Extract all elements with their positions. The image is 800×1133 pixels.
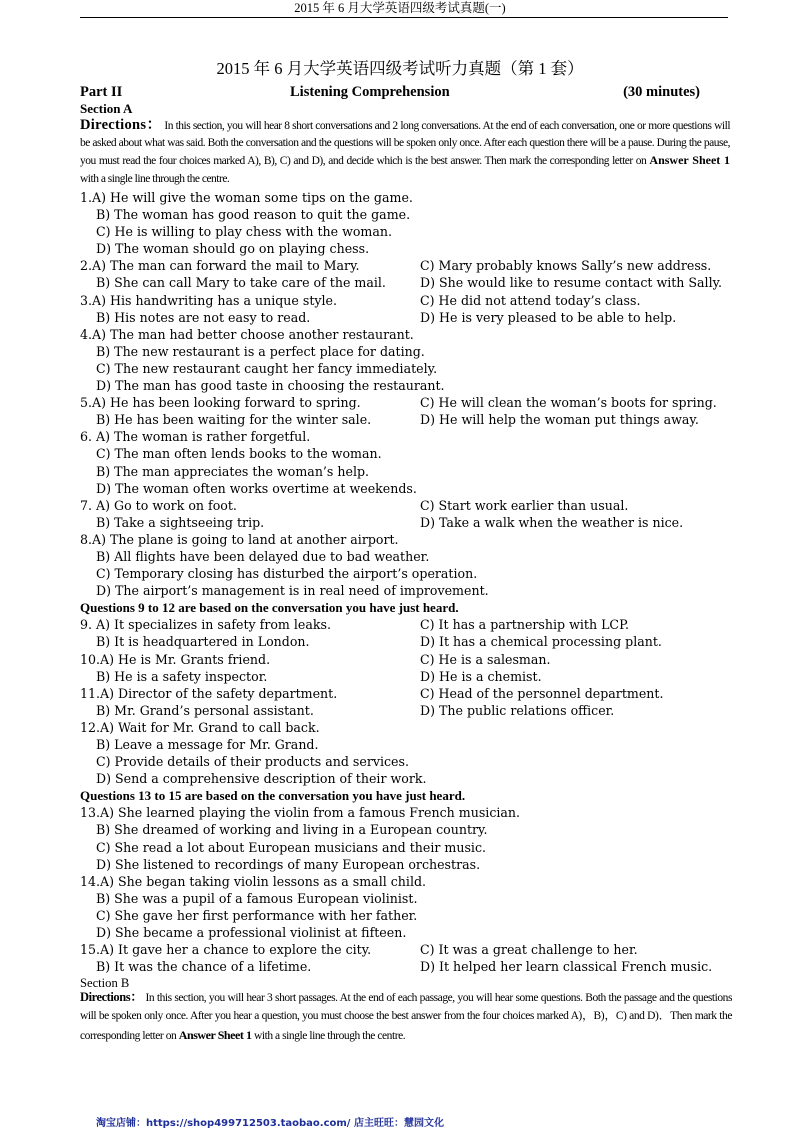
choice: D) She listened to recordings of many European orchestras.	[96, 856, 481, 872]
choice: 13.A) She learned playing the violin from a famous French musician.	[80, 805, 521, 821]
choice: B) Mr. Grand’s personal assistant.	[96, 702, 314, 718]
choice: 15.A) It gave her a chance to explore the city.	[80, 942, 372, 958]
footer-shop-info: 淘宝店铺：https://shop499712503.taobao.com/ 店主旺旺：慧园文化	[96, 1118, 444, 1129]
choice: 7. A) Go to work on foot.	[80, 497, 237, 513]
section-b-text: Section B	[80, 976, 130, 991]
choice: D) He is very pleased to be able to help.	[420, 309, 677, 325]
choice: C) He is willing to play chess with the woman.	[96, 224, 392, 240]
choice: D) Take a walk when the weather is nice.	[420, 514, 684, 530]
choice: 2.A) The man can forward the mail to Mary.	[80, 258, 360, 274]
choice: C) The man often lends books to the woman.	[96, 446, 382, 462]
choice: B) She was a pupil of a famous European violinist.	[96, 890, 418, 906]
choice: 1.A) He will give the woman some tips on the game.	[80, 190, 413, 205]
question-14	[80, 873, 740, 890]
part-heading	[80, 83, 700, 103]
question-1	[80, 189, 740, 206]
choice: 14.A) She began taking violin lessons as a small child.	[80, 873, 427, 889]
directions-text-end: with a single line through the centre.	[80, 172, 230, 185]
question-12	[80, 719, 740, 736]
directions-label: Directions：	[80, 990, 143, 1004]
choice: D) She would like to resume contact with Sally.	[420, 275, 723, 291]
section-a-directions	[80, 117, 730, 188]
choice: C) Head of the personnel department.	[420, 685, 664, 701]
choice: 11.A) Director of the safety department.	[80, 685, 338, 701]
part-number: Part II	[80, 84, 123, 100]
choice: B) Take a sightseeing trip.	[96, 514, 265, 530]
answer-sheet-ref: Answer Sheet 1	[178, 1027, 252, 1042]
choice: C) He is a salesman.	[420, 651, 551, 667]
question-15	[80, 941, 740, 958]
choice: D) The woman often works overtime at weekends.	[96, 480, 417, 496]
group-heading-text: Questions 9 to 12 are based on the conversation you have just heard.	[80, 600, 459, 616]
choice: B) The new restaurant is a perfect place for dating.	[96, 343, 425, 359]
header-rule	[80, 17, 728, 18]
choice: B) He has been waiting for the winter sale.	[96, 412, 372, 428]
directions-text-end: with a single line through the centre.	[251, 1029, 406, 1042]
question-group-heading	[80, 599, 740, 616]
choice: C) It has a partnership with LCP.	[420, 617, 629, 633]
choice: 12.A) Wait for Mr. Grand to call back.	[80, 719, 320, 735]
choice: C) He did not attend today’s class.	[420, 292, 641, 308]
question-3	[80, 292, 740, 309]
choice: 3.A) His handwriting has a unique style.	[80, 292, 337, 308]
choice: B) All flights have been delayed due to bad weather.	[96, 548, 430, 564]
choice: 5.A) He has been looking forward to spring.	[80, 395, 361, 411]
question-5	[80, 394, 740, 411]
section-a-label: Section A	[80, 101, 133, 116]
choice: C) The new restaurant caught her fancy immediately.	[96, 360, 438, 376]
choice: D) He is a chemist.	[420, 668, 542, 684]
choice: 8.A) The plane is going to land at another airport.	[80, 531, 399, 547]
choice: D) He will help the woman put things away.	[420, 412, 699, 428]
choice: C) She gave her first performance with her father.	[96, 907, 418, 923]
choice: 4.A) The man had better choose another restaurant.	[80, 326, 414, 342]
choice: C) It was a great challenge to her.	[420, 942, 638, 958]
choice: 9. A) It specializes in safety from leaks.	[80, 617, 331, 633]
choice: D) The public relations officer.	[420, 702, 615, 718]
choice: B) His notes are not easy to read.	[96, 309, 311, 325]
question-10	[80, 651, 740, 668]
choice: D) She became a professional violinist at fifteen.	[96, 925, 407, 941]
choice: C) Mary probably knows Sally’s new address.	[420, 258, 712, 274]
document-title: 2015 年 6 月大学英语四级考试听力真题（第 1 套）	[216, 59, 584, 78]
choice: C) She read a lot about European musicians and their music.	[96, 839, 487, 855]
choice: D) The woman should go on playing chess.	[96, 241, 370, 257]
section-b-directions	[80, 988, 732, 1045]
part-name: Listening Comprehension	[290, 84, 450, 100]
choice: B) The man appreciates the woman’s help.	[96, 463, 370, 479]
choice: D) It has a chemical processing plant.	[420, 634, 662, 650]
choice: B) He is a safety inspector.	[96, 668, 268, 684]
choice: C) Start work earlier than usual.	[420, 497, 629, 513]
choice: C) He will clean the woman’s boots for spring.	[420, 395, 717, 411]
choice: B) Leave a message for Mr. Grand.	[96, 737, 319, 752]
choice: 6. A) The woman is rather forgetful.	[80, 429, 311, 445]
part-time: (30 minutes)	[623, 84, 700, 100]
choice: C) Provide details of their products and services.	[96, 754, 409, 770]
choice: C) Temporary closing has disturbed the airport’s operation.	[96, 566, 478, 582]
question-7	[80, 497, 740, 514]
question-9	[80, 616, 740, 633]
choice: B) The woman has good reason to quit the game.	[96, 207, 411, 223]
choice: D) It helped her learn classical French music.	[420, 959, 713, 975]
question-8	[80, 531, 740, 548]
choice: B) It was the chance of a lifetime.	[96, 959, 312, 975]
question-11	[80, 685, 740, 702]
choice: 10.A) He is Mr. Grants friend.	[80, 651, 271, 667]
question-list	[80, 189, 740, 992]
directions-text: In this section, you will hear 3 short passages. At the end of each passage, you will hear some questions. Both the passage and the questions will be spoken only once. After you hear a question, you must choose the best answer from the four choices marked A)，B)，C) and D)．Then mark the corresponding letter on	[80, 992, 733, 1042]
choice: D) The airport’s management is in real need of improvement.	[96, 583, 489, 599]
choice: B) She can call Mary to take care of the mail.	[96, 275, 386, 291]
question-2	[80, 257, 740, 274]
choice: D) Send a comprehensive description of their work.	[96, 771, 427, 787]
directions-label: Directions：	[80, 117, 162, 133]
choice: B) She dreamed of working and living in a European country.	[96, 822, 488, 838]
group-heading-text: Questions 13 to 15 are based on the conversation you have just heard.	[80, 788, 466, 804]
directions-text: In this section, you will hear 8 short conversations and 2 long conversations. At the end of each conversation, one or more questions will be asked about what was said. Both the conversation and the questions will be spoken only once. After each question there will be a pause. During the pause, you must read the four choices marked A), B), C) and D), and decide which is the best answer. Then mark the corresponding letter on	[80, 120, 731, 168]
question-13	[80, 804, 740, 821]
question-4	[80, 326, 740, 343]
question-6	[80, 428, 740, 445]
question-group-heading	[80, 787, 740, 804]
choice: D) The man has good taste in choosing the restaurant.	[96, 378, 445, 394]
choice: B) It is headquartered in London.	[96, 634, 310, 650]
running-header: 2015 年 6 月大学英语四级考试真题(一)	[294, 1, 506, 15]
answer-sheet-ref: Answer Sheet 1	[649, 153, 730, 168]
